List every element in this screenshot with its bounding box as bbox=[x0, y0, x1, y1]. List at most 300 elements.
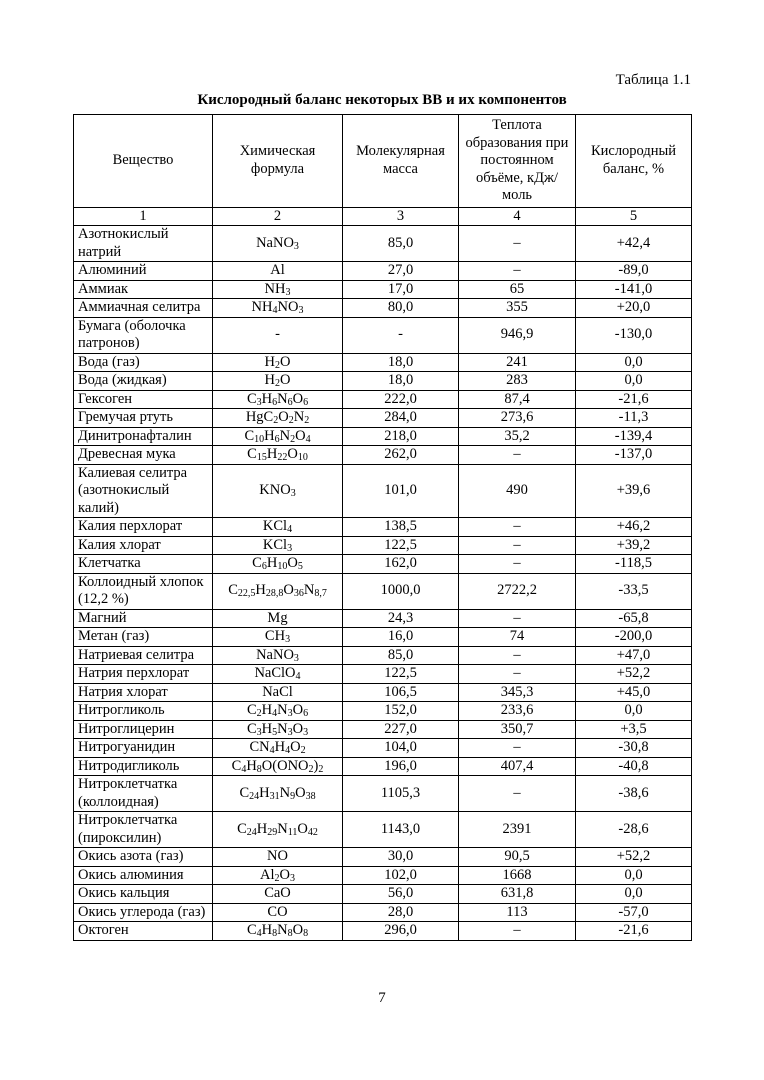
formula-part: NO bbox=[277, 299, 299, 315]
formula-part: N bbox=[279, 784, 291, 801]
heat-cell: 65 bbox=[459, 280, 576, 299]
formula-subscript: 3 bbox=[303, 726, 309, 738]
heat-cell: – bbox=[459, 262, 576, 281]
formula-part: C bbox=[244, 427, 255, 444]
balance-cell: -137,0 bbox=[576, 446, 692, 465]
table-row bbox=[74, 776, 692, 812]
formula-cell bbox=[213, 812, 343, 848]
balance-cell: -28,6 bbox=[576, 812, 692, 848]
formula-subscript: 22 bbox=[277, 452, 288, 463]
substance-cell: Коллоидный хлопок (12,2 %) bbox=[74, 573, 213, 609]
formula-cell bbox=[213, 226, 343, 262]
heat-cell: 490 bbox=[459, 464, 576, 518]
formula-subscript: 4 bbox=[295, 671, 301, 682]
formula-cell bbox=[213, 299, 343, 318]
formula-subscript: 29 bbox=[267, 826, 278, 838]
formula-part: H bbox=[261, 922, 273, 938]
table-row bbox=[74, 446, 692, 465]
formula-part: N bbox=[277, 922, 288, 938]
substance-cell: Октоген bbox=[74, 922, 213, 941]
mass-cell: 222,0 bbox=[343, 390, 459, 409]
formula-cell bbox=[213, 555, 343, 574]
heat-cell: – bbox=[459, 739, 576, 758]
balance-cell: -130,0 bbox=[576, 317, 692, 353]
formula-subscript: 31 bbox=[269, 790, 280, 802]
table-row bbox=[74, 372, 692, 391]
col-header-formula: Химическая формула bbox=[213, 115, 343, 208]
formula-part: KCl bbox=[262, 518, 288, 534]
balance-cell: +47,0 bbox=[576, 646, 692, 665]
mass-cell: 18,0 bbox=[343, 353, 459, 372]
substance-cell: Нитрогуанидин bbox=[74, 739, 213, 758]
formula-cell bbox=[213, 409, 343, 428]
formula-part: CN bbox=[249, 739, 270, 755]
formula-part: CaO bbox=[264, 885, 291, 901]
mass-cell: 106,5 bbox=[343, 683, 459, 702]
table-row bbox=[74, 720, 692, 739]
table-row bbox=[74, 922, 692, 941]
formula-part: H bbox=[274, 739, 286, 755]
formula-subscript: 36 bbox=[293, 588, 304, 600]
heat-cell: – bbox=[459, 609, 576, 628]
formula-subscript: 3 bbox=[285, 634, 291, 645]
heat-cell: 273,6 bbox=[459, 409, 576, 428]
heat-cell: 350,7 bbox=[459, 720, 576, 739]
heat-cell: – bbox=[459, 922, 576, 941]
table-row bbox=[74, 390, 692, 409]
formula-part: C bbox=[228, 582, 238, 599]
table-row bbox=[74, 518, 692, 537]
formula-part: N bbox=[277, 720, 288, 737]
substance-cell: Клетчатка bbox=[74, 555, 213, 574]
table-number: Таблица 1.1 bbox=[615, 72, 691, 88]
substance-cell: Магний bbox=[74, 609, 213, 628]
formula-part: H bbox=[264, 427, 275, 444]
formula-subscript: 3 bbox=[287, 542, 293, 554]
formula-subscript: 2 bbox=[318, 763, 324, 775]
heat-cell: 946,9 bbox=[459, 317, 576, 353]
formula-cell bbox=[213, 646, 343, 665]
balance-cell: -40,8 bbox=[576, 757, 692, 776]
formula-part: N bbox=[277, 820, 288, 837]
formula-cell bbox=[213, 390, 343, 409]
formula-cell bbox=[213, 776, 343, 812]
formula-subscript: 6 bbox=[274, 433, 280, 445]
formula-part: O bbox=[292, 702, 304, 718]
formula-subscript: 4 bbox=[285, 745, 291, 756]
formula-part: C bbox=[252, 555, 262, 571]
balance-cell: -33,5 bbox=[576, 573, 692, 609]
balance-cell: 0,0 bbox=[576, 353, 692, 372]
formula-part: O bbox=[287, 446, 298, 462]
mass-cell: 262,0 bbox=[343, 446, 459, 465]
table-row bbox=[74, 683, 692, 702]
substance-cell: Калия хлорат bbox=[74, 536, 213, 555]
formula-cell bbox=[213, 536, 343, 555]
column-number-row bbox=[74, 207, 692, 226]
substance-cell: Окись кальция bbox=[74, 885, 213, 904]
balance-cell: +46,2 bbox=[576, 518, 692, 537]
mass-cell: 162,0 bbox=[343, 555, 459, 574]
formula-subscript: 24 bbox=[246, 826, 257, 838]
formula-part: H bbox=[266, 555, 278, 571]
formula-subscript: 8 bbox=[303, 928, 309, 939]
formula-part: NaClO bbox=[254, 665, 296, 681]
formula-part: O bbox=[279, 866, 290, 883]
formula-subscript: 2 bbox=[290, 433, 296, 445]
mass-cell: 85,0 bbox=[343, 646, 459, 665]
formula-part: C bbox=[246, 922, 257, 938]
substance-cell: Окись углерода (газ) bbox=[74, 903, 213, 922]
heat-cell: 87,4 bbox=[459, 390, 576, 409]
header-row bbox=[74, 115, 692, 208]
table-row bbox=[74, 226, 692, 262]
formula-subscript: 2 bbox=[274, 872, 280, 884]
formula-cell bbox=[213, 665, 343, 684]
formula-cell bbox=[213, 573, 343, 609]
formula-part: H bbox=[264, 372, 275, 388]
balance-cell: -38,6 bbox=[576, 776, 692, 812]
formula-subscript: 2 bbox=[273, 415, 279, 426]
substance-cell: Аммиачная селитра bbox=[74, 299, 213, 318]
table-row bbox=[74, 739, 692, 758]
formula-subscript: 10 bbox=[254, 433, 265, 445]
table-row bbox=[74, 262, 692, 281]
mass-cell: 122,5 bbox=[343, 536, 459, 555]
formula-subscript: 3 bbox=[289, 872, 295, 884]
mass-cell: 196,0 bbox=[343, 757, 459, 776]
formula-subscript: 2 bbox=[308, 763, 314, 775]
formula-cell bbox=[213, 683, 343, 702]
mass-cell: 1143,0 bbox=[343, 812, 459, 848]
mass-cell: 102,0 bbox=[343, 866, 459, 885]
heat-cell: – bbox=[459, 555, 576, 574]
balance-cell: -200,0 bbox=[576, 628, 692, 647]
table-row bbox=[74, 848, 692, 867]
col-number: 5 bbox=[576, 207, 692, 226]
heat-cell: 283 bbox=[459, 372, 576, 391]
formula-cell bbox=[213, 518, 343, 537]
table-row bbox=[74, 427, 692, 446]
mass-cell: 101,0 bbox=[343, 464, 459, 518]
formula-cell bbox=[213, 739, 343, 758]
table-row bbox=[74, 299, 692, 318]
balance-cell: 0,0 bbox=[576, 866, 692, 885]
formula-part: O bbox=[280, 372, 291, 388]
balance-cell: -21,6 bbox=[576, 922, 692, 941]
balance-cell: +52,2 bbox=[576, 665, 692, 684]
formula-subscript: 4 bbox=[287, 524, 293, 535]
formula-subscript: 3 bbox=[256, 396, 262, 408]
formula-part: O bbox=[278, 409, 289, 425]
formula-part: Al bbox=[270, 262, 285, 278]
formula-part: O bbox=[292, 720, 304, 737]
formula-subscript: 24 bbox=[249, 790, 260, 802]
formula-subscript: 6 bbox=[272, 396, 278, 408]
formula-part: Mg bbox=[267, 609, 288, 626]
table-row bbox=[74, 280, 692, 299]
formula-subscript: 3 bbox=[298, 305, 304, 316]
formula-part: O bbox=[295, 427, 306, 444]
formula-subscript: 2 bbox=[300, 745, 306, 756]
formula-part: H bbox=[261, 720, 273, 737]
mass-cell: 28,0 bbox=[343, 903, 459, 922]
formula-subscript: 3 bbox=[293, 240, 299, 252]
formula-part: O bbox=[292, 922, 304, 938]
balance-cell: -11,3 bbox=[576, 409, 692, 428]
balance-cell: +20,0 bbox=[576, 299, 692, 318]
formula-cell bbox=[213, 720, 343, 739]
balance-cell: -65,8 bbox=[576, 609, 692, 628]
formula-part: NH bbox=[264, 280, 286, 297]
mass-cell: 16,0 bbox=[343, 628, 459, 647]
heat-cell: 241 bbox=[459, 353, 576, 372]
substance-cell: Натриевая селитра bbox=[74, 646, 213, 665]
formula-part: H bbox=[246, 757, 257, 774]
formula-subscript: 3 bbox=[285, 286, 291, 298]
formula-subscript: 10 bbox=[277, 561, 288, 572]
heat-cell: 345,3 bbox=[459, 683, 576, 702]
formula-subscript: 8,7 bbox=[314, 588, 327, 600]
heat-cell: 113 bbox=[459, 903, 576, 922]
balance-cell: +39,6 bbox=[576, 464, 692, 518]
formula-part: O bbox=[295, 784, 306, 801]
heat-cell: 2391 bbox=[459, 812, 576, 848]
formula-subscript: 6 bbox=[287, 396, 293, 408]
formula-cell bbox=[213, 427, 343, 446]
formula-part: O(ONO bbox=[261, 757, 309, 774]
heat-cell: 2722,2 bbox=[459, 573, 576, 609]
formula-subscript: 4 bbox=[272, 305, 278, 316]
formula-subscript: 42 bbox=[307, 826, 318, 838]
mass-cell: 56,0 bbox=[343, 885, 459, 904]
formula-subscript: 8 bbox=[287, 928, 293, 939]
formula-subscript: 6 bbox=[261, 561, 267, 572]
mass-cell: 24,3 bbox=[343, 609, 459, 628]
formula-part: O bbox=[290, 739, 301, 755]
formula-part: C bbox=[246, 390, 257, 407]
formula-cell bbox=[213, 446, 343, 465]
col-header-mass: Молекулярная масса bbox=[343, 115, 459, 208]
formula-cell bbox=[213, 609, 343, 628]
formula-subscript: 3 bbox=[293, 652, 299, 664]
substance-cell: Азотнокислый натрий bbox=[74, 226, 213, 262]
formula-cell bbox=[213, 885, 343, 904]
formula-subscript: 2 bbox=[304, 415, 310, 426]
formula-subscript: 2 bbox=[275, 378, 280, 389]
mass-cell: 17,0 bbox=[343, 280, 459, 299]
heat-cell: – bbox=[459, 665, 576, 684]
formula-subscript: 15 bbox=[256, 452, 267, 463]
heat-cell: 1668 bbox=[459, 866, 576, 885]
formula-part: N bbox=[277, 702, 288, 718]
balance-cell: -118,5 bbox=[576, 555, 692, 574]
substance-cell: Нитроклетчатка (пироксилин) bbox=[74, 812, 213, 848]
table-row bbox=[74, 573, 692, 609]
table-row bbox=[74, 885, 692, 904]
formula-part: C bbox=[237, 820, 247, 837]
formula-part: H bbox=[255, 582, 266, 599]
formula-part: H bbox=[259, 784, 270, 801]
substance-cell: Натрия хлорат bbox=[74, 683, 213, 702]
formula-part: N bbox=[279, 427, 291, 444]
heat-cell: 355 bbox=[459, 299, 576, 318]
col-header-substance: Вещество bbox=[74, 115, 213, 208]
mass-cell: 1000,0 bbox=[343, 573, 459, 609]
oxygen-balance-table bbox=[73, 114, 692, 941]
formula-subscript: 3 bbox=[287, 726, 293, 738]
formula-subscript: 4 bbox=[305, 433, 311, 445]
formula-subscript: 5 bbox=[272, 726, 278, 738]
formula-cell bbox=[213, 353, 343, 372]
balance-cell: +45,0 bbox=[576, 683, 692, 702]
heat-cell: – bbox=[459, 646, 576, 665]
heat-cell: 631,8 bbox=[459, 885, 576, 904]
formula-cell bbox=[213, 757, 343, 776]
formula-part: CH bbox=[264, 628, 286, 644]
mass-cell: 227,0 bbox=[343, 720, 459, 739]
table-row bbox=[74, 628, 692, 647]
table-row bbox=[74, 665, 692, 684]
formula-subscript: 10 bbox=[297, 452, 308, 463]
formula-subscript: 28,8 bbox=[265, 588, 284, 600]
formula-cell bbox=[213, 702, 343, 721]
formula-part: NO bbox=[267, 848, 288, 864]
formula-part: HgC bbox=[245, 409, 274, 425]
formula-subscript: 2 bbox=[288, 415, 294, 426]
formula-cell bbox=[213, 372, 343, 391]
formula-part: NaNO bbox=[256, 646, 294, 663]
formula-subscript: 4 bbox=[272, 708, 278, 719]
col-number: 4 bbox=[459, 207, 576, 226]
formula-subscript: 6 bbox=[303, 396, 309, 408]
formula-subscript: 3 bbox=[256, 726, 262, 738]
formula-subscript: 6 bbox=[303, 708, 309, 719]
mass-cell: 218,0 bbox=[343, 427, 459, 446]
formula-subscript: 11 bbox=[287, 826, 298, 838]
substance-cell: Вода (жидкая) bbox=[74, 372, 213, 391]
heat-cell: 35,2 bbox=[459, 427, 576, 446]
table-row bbox=[74, 757, 692, 776]
formula-cell bbox=[213, 464, 343, 518]
mass-cell: 18,0 bbox=[343, 372, 459, 391]
formula-part: N bbox=[277, 390, 288, 407]
substance-cell: Динитронафталин bbox=[74, 427, 213, 446]
formula-cell bbox=[213, 848, 343, 867]
page-number: 7 bbox=[378, 990, 386, 1006]
formula-part: ) bbox=[313, 757, 319, 774]
formula-part: O bbox=[280, 353, 291, 370]
mass-cell: 1105,3 bbox=[343, 776, 459, 812]
formula-subscript: 5 bbox=[297, 561, 303, 572]
heat-cell: 233,6 bbox=[459, 702, 576, 721]
formula-part: H bbox=[261, 390, 273, 407]
col-number: 3 bbox=[343, 207, 459, 226]
formula-cell bbox=[213, 922, 343, 941]
formula-part: NH bbox=[251, 299, 273, 315]
mass-cell: 152,0 bbox=[343, 702, 459, 721]
formula-subscript: 8 bbox=[256, 763, 262, 775]
table-title: Кислородный баланс некоторых ВВ и их компонентов bbox=[197, 92, 567, 108]
heat-cell: 407,4 bbox=[459, 757, 576, 776]
formula-cell bbox=[213, 628, 343, 647]
formula-part: NaCl bbox=[262, 683, 293, 700]
formula-part: H bbox=[261, 702, 273, 718]
formula-part: C bbox=[239, 784, 250, 801]
formula-part: KNO bbox=[259, 482, 291, 498]
formula-part: O bbox=[292, 390, 304, 407]
mass-cell: - bbox=[343, 317, 459, 353]
formula-part: C bbox=[247, 446, 257, 462]
table-row bbox=[74, 903, 692, 922]
balance-cell: 0,0 bbox=[576, 885, 692, 904]
formula-part: C bbox=[246, 702, 257, 718]
table-row bbox=[74, 555, 692, 574]
balance-cell: -89,0 bbox=[576, 262, 692, 281]
col-header-balance: Кислородный баланс, % bbox=[576, 115, 692, 208]
formula-part: N bbox=[293, 409, 305, 425]
heat-cell: – bbox=[459, 446, 576, 465]
substance-cell: Нитродигликоль bbox=[74, 757, 213, 776]
formula-subscript: 4 bbox=[241, 763, 247, 775]
substance-cell: Древесная мука bbox=[74, 446, 213, 465]
heat-cell: 90,5 bbox=[459, 848, 576, 867]
table-row bbox=[74, 353, 692, 372]
formula-part: O bbox=[297, 820, 308, 837]
formula-part: O bbox=[287, 555, 298, 571]
table-row bbox=[74, 646, 692, 665]
col-number: 2 bbox=[213, 207, 343, 226]
substance-cell: Гексоген bbox=[74, 390, 213, 409]
formula-subscript: 8 bbox=[272, 928, 278, 939]
substance-cell: Нитрогликоль bbox=[74, 702, 213, 721]
mass-cell: 30,0 bbox=[343, 848, 459, 867]
substance-cell: Вода (газ) bbox=[74, 353, 213, 372]
mass-cell: 85,0 bbox=[343, 226, 459, 262]
balance-cell: -139,4 bbox=[576, 427, 692, 446]
substance-cell: Алюминий bbox=[74, 262, 213, 281]
table-row bbox=[74, 812, 692, 848]
formula-cell bbox=[213, 866, 343, 885]
heat-cell: – bbox=[459, 518, 576, 537]
mass-cell: 122,5 bbox=[343, 665, 459, 684]
substance-cell: Калия перхлорат bbox=[74, 518, 213, 537]
col-header-heat: Теплота образования при постоянном объёме, кДж/моль bbox=[459, 115, 576, 208]
formula-subscript: 38 bbox=[305, 790, 316, 802]
formula-part: - bbox=[275, 326, 280, 343]
table-row bbox=[74, 464, 692, 518]
substance-cell: Натрия перхлорат bbox=[74, 665, 213, 684]
heat-cell: – bbox=[459, 536, 576, 555]
balance-cell: +42,4 bbox=[576, 226, 692, 262]
balance-cell: 0,0 bbox=[576, 372, 692, 391]
balance-cell: +39,2 bbox=[576, 536, 692, 555]
formula-cell bbox=[213, 903, 343, 922]
balance-cell: 0,0 bbox=[576, 702, 692, 721]
substance-cell: Окись азота (газ) bbox=[74, 848, 213, 867]
table-row bbox=[74, 317, 692, 353]
table-row bbox=[74, 866, 692, 885]
table-row bbox=[74, 609, 692, 628]
formula-subscript: 3 bbox=[290, 488, 296, 499]
formula-subscript: 9 bbox=[290, 790, 296, 802]
col-number: 1 bbox=[74, 207, 213, 226]
table-row bbox=[74, 409, 692, 428]
mass-cell: 80,0 bbox=[343, 299, 459, 318]
formula-cell bbox=[213, 280, 343, 299]
mass-cell: 284,0 bbox=[343, 409, 459, 428]
balance-cell: -21,6 bbox=[576, 390, 692, 409]
